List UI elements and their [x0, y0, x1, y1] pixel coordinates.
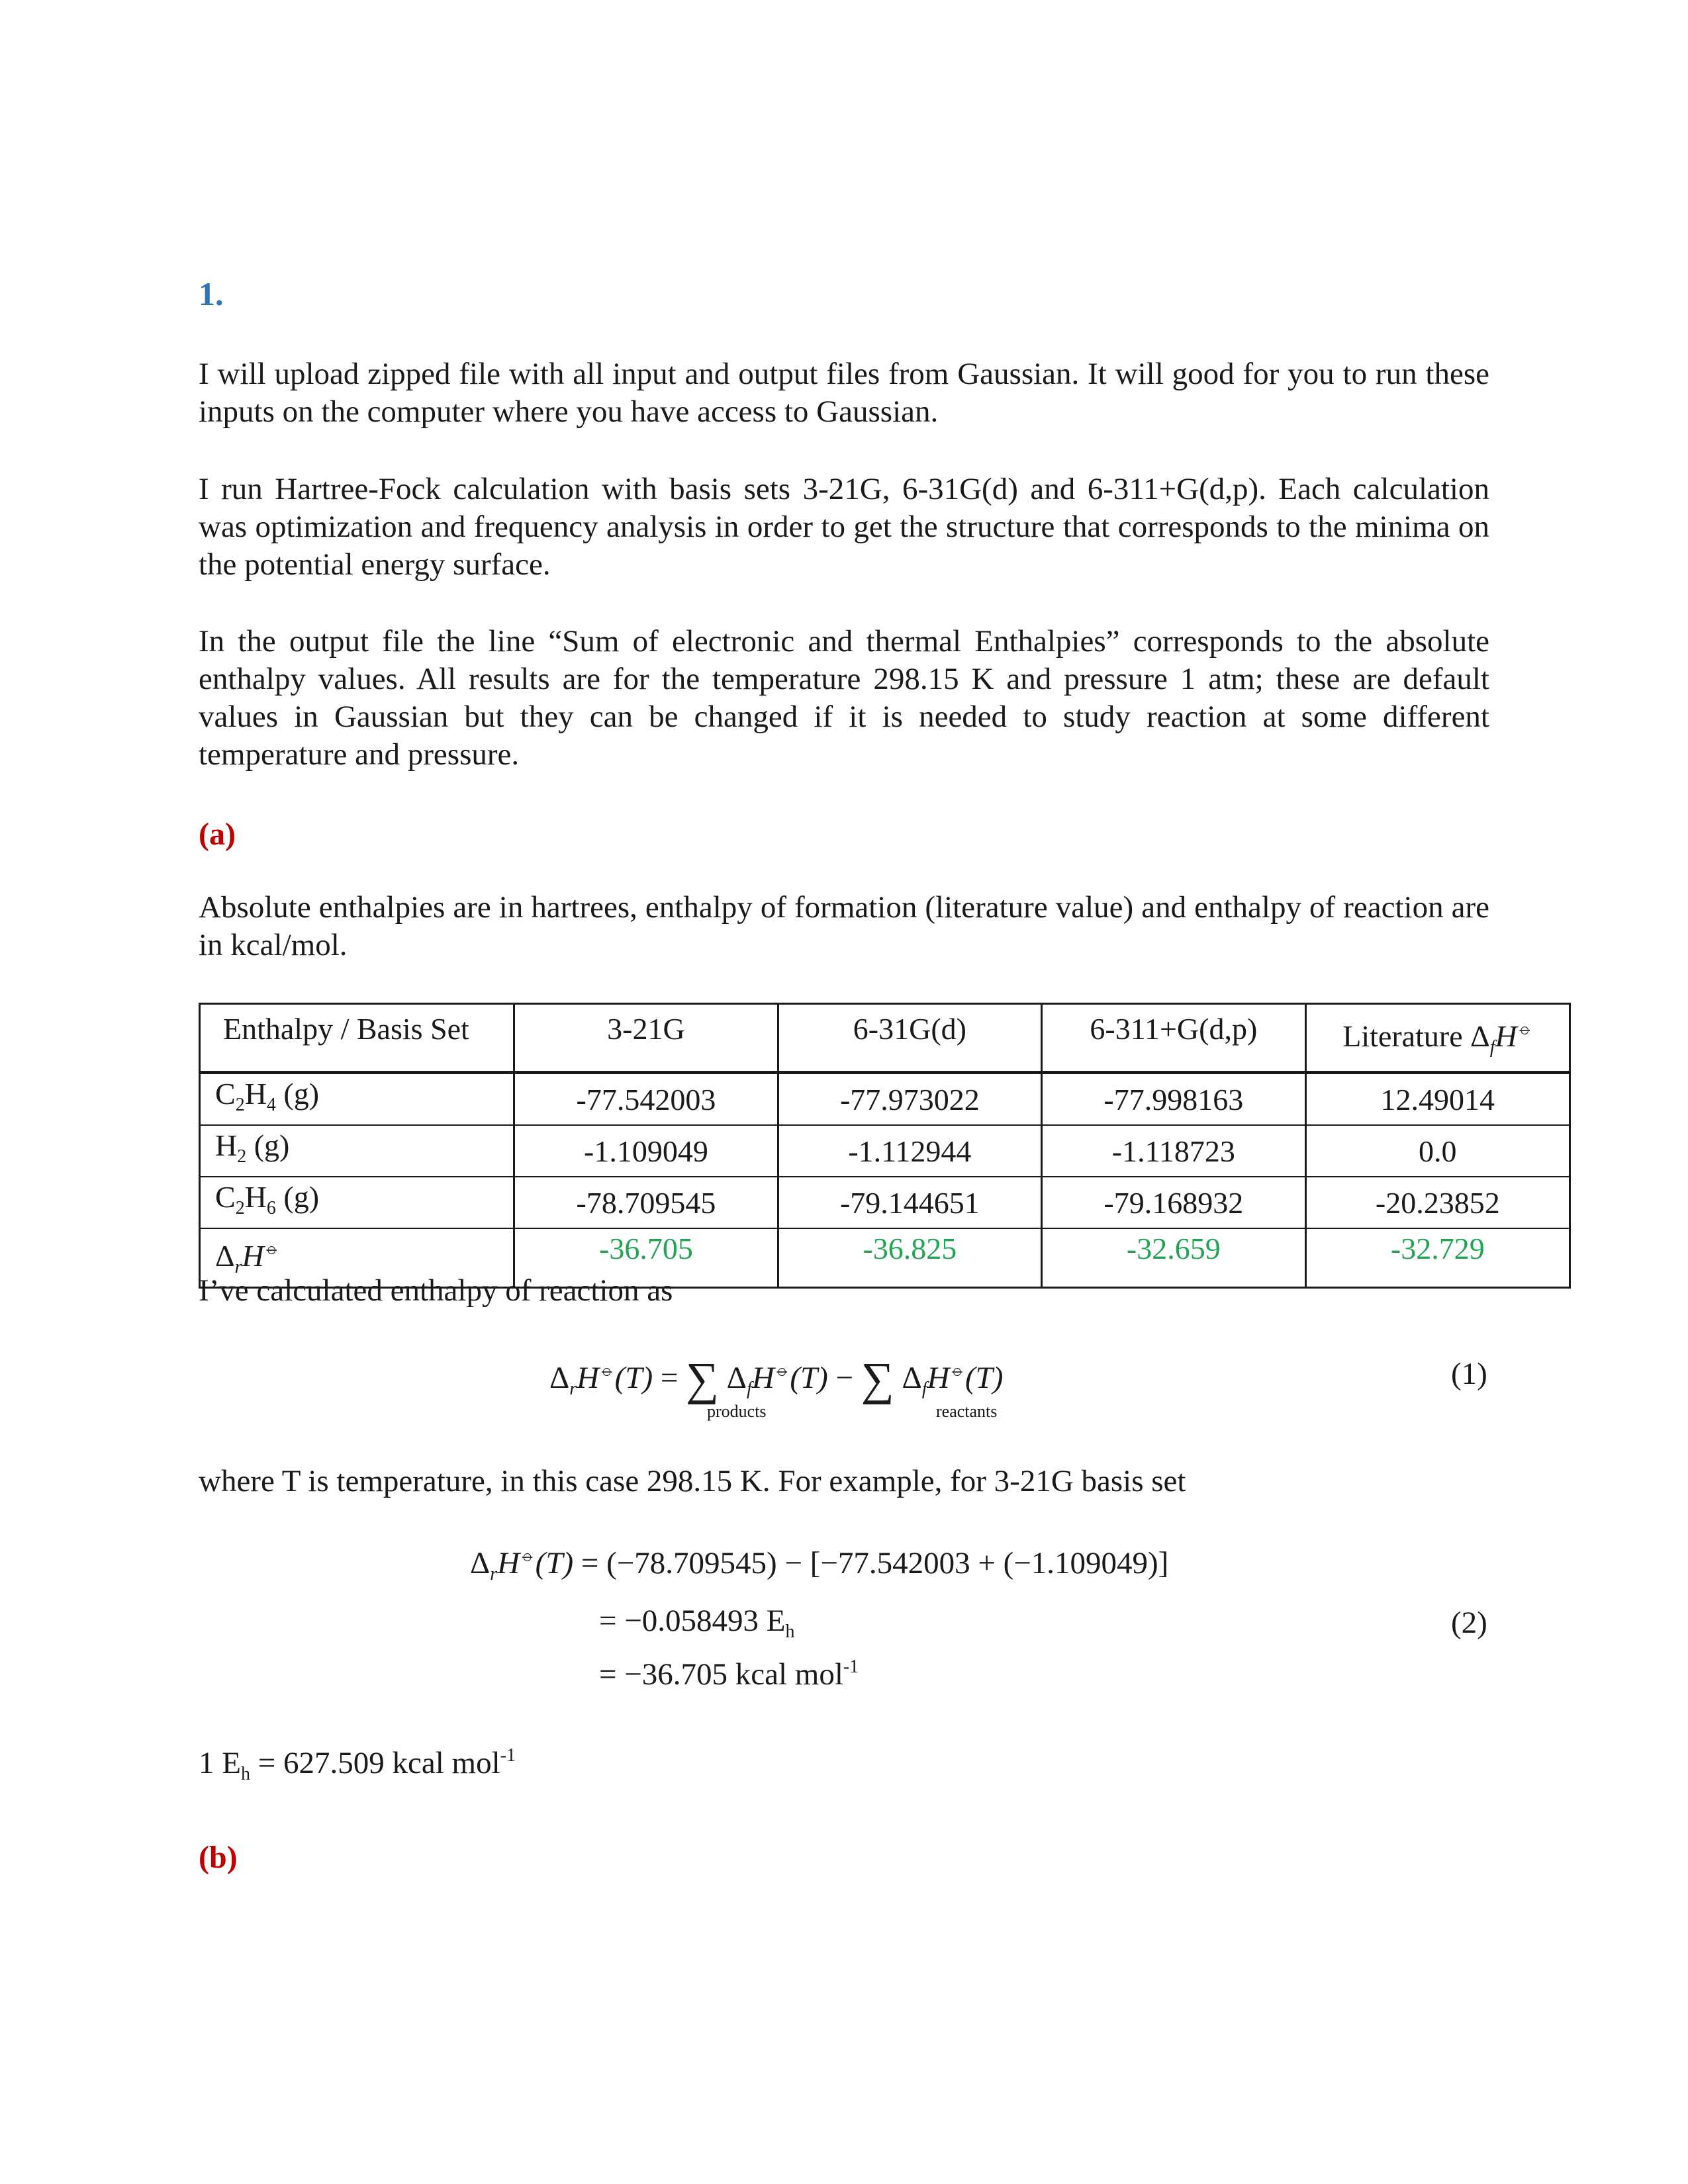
value-cell: 0.0 [1305, 1125, 1570, 1177]
value-cell: -1.112944 [778, 1125, 1041, 1177]
equation-2-number: (2) [1451, 1606, 1487, 1640]
value-cell: -78.709545 [514, 1177, 778, 1228]
header-cell: 6-311+G(d,p) [1042, 1004, 1305, 1073]
table-row [200, 1073, 1570, 1126]
result-value-cell: -32.659 [1042, 1228, 1305, 1288]
species-cell: $C_2H_6$ (g) [200, 1177, 514, 1228]
header-cell: Enthalpy / Basis Set [200, 1004, 514, 1073]
table-row [200, 1125, 1570, 1177]
enthalpy-symbol: H [1495, 1019, 1517, 1053]
species-cell: $H_2$ (g) [200, 1125, 514, 1177]
sum-symbol: ∑ [861, 1354, 894, 1405]
value-cell: -1.109049 [514, 1125, 778, 1177]
section-number: 1. [199, 275, 224, 312]
equation-2-line-3: = −36.705 kcal mol$^{-1}$ [599, 1657, 859, 1692]
value-cell: 12.49014 [1305, 1073, 1570, 1126]
header-cell: 6-31G(d) [778, 1004, 1041, 1073]
value-cell: -77.542003 [514, 1073, 778, 1126]
products-label: products [707, 1402, 767, 1421]
result-value-cell: -32.729 [1305, 1228, 1570, 1288]
species-cell: $C_2H_4$ (g) [200, 1073, 514, 1126]
equation-1: $\Delta_rH^⦵(T)$ = ∑ $\Delta_fH^⦵(T)$ − ∑ $\Delta_fH^⦵(T)$ [549, 1354, 1004, 1405]
value-cell: -79.168932 [1042, 1177, 1305, 1228]
standard-state-symbol: ⦵ [1517, 1019, 1533, 1039]
equation-1-number: (1) [1451, 1357, 1487, 1391]
paragraph-output: In the output file the line “Sum of electronic and thermal Enthalpies” corresponds to the absolute enthalpy values. All results are for the temperature 298.15 K and pressure 1 atm; these are default values in Gaussian but they can be changed if it is needed to study reaction at some different temperature and pressure. [199, 624, 1489, 772]
paragraph-example: where T is temperature, in this case 298.15 K. For example, for 3-21G basis set [199, 1464, 1186, 1498]
enthalpy-table [199, 1003, 1571, 1289]
value-cell: -77.998163 [1042, 1073, 1305, 1126]
table-row [200, 1177, 1570, 1228]
literature-label: Literature Δ [1342, 1019, 1490, 1053]
header-cell-literature [1305, 1004, 1570, 1073]
sum-symbol: ∑ [686, 1354, 720, 1405]
paragraph-calculation: I run Hartree-Fock calculation with basis sets 3-21G, 6-31G(d) and 6-311+G(d,p). Each calculation was optimization and frequency analysis in order to get the structure that corresponds to the minima on the potential energy surface. [199, 472, 1489, 582]
value-cell: -20.23852 [1305, 1177, 1570, 1228]
reaction-enthalpy-label: $\Delta_rH^⦵$ [200, 1228, 514, 1288]
result-value-cell: -36.825 [778, 1228, 1041, 1288]
hartree-conversion: 1 $E_h = 627.509$ kcal mol$^{-1}$ [199, 1745, 516, 1784]
equation-2-line-2: = −0.058493 $E_h$ [599, 1604, 795, 1642]
reactants-label: reactants [936, 1402, 998, 1421]
result-value-cell: -36.705 [514, 1228, 778, 1288]
value-cell: -79.144651 [778, 1177, 1041, 1228]
subscript-f: f [1489, 1037, 1495, 1058]
value-cell: -77.973022 [778, 1073, 1041, 1126]
part-b-heading: (b) [199, 1840, 238, 1875]
paragraph-upload: I will upload zipped file with all input and output files from Gaussian. It will good for you to run these inputs on the computer where you have access to Gaussian. [199, 357, 1489, 429]
header-cell: 3-21G [514, 1004, 778, 1073]
value-cell: -1.118723 [1042, 1125, 1305, 1177]
table-header-row [200, 1004, 1570, 1073]
equation-2-line-1: $\Delta_rH^⦵(T) = (-78.709545) - [-77.542003 + (-1.109049)]$ [470, 1545, 1169, 1584]
paragraph-calculated: I’ve calculated enthalpy of reaction as [199, 1273, 673, 1308]
part-a-heading: (a) [199, 817, 236, 852]
paragraph-units: Absolute enthalpies are in hartrees, enthalpy of formation (literature value) and enthalpy of reaction are in kcal/mol. [199, 890, 1489, 962]
